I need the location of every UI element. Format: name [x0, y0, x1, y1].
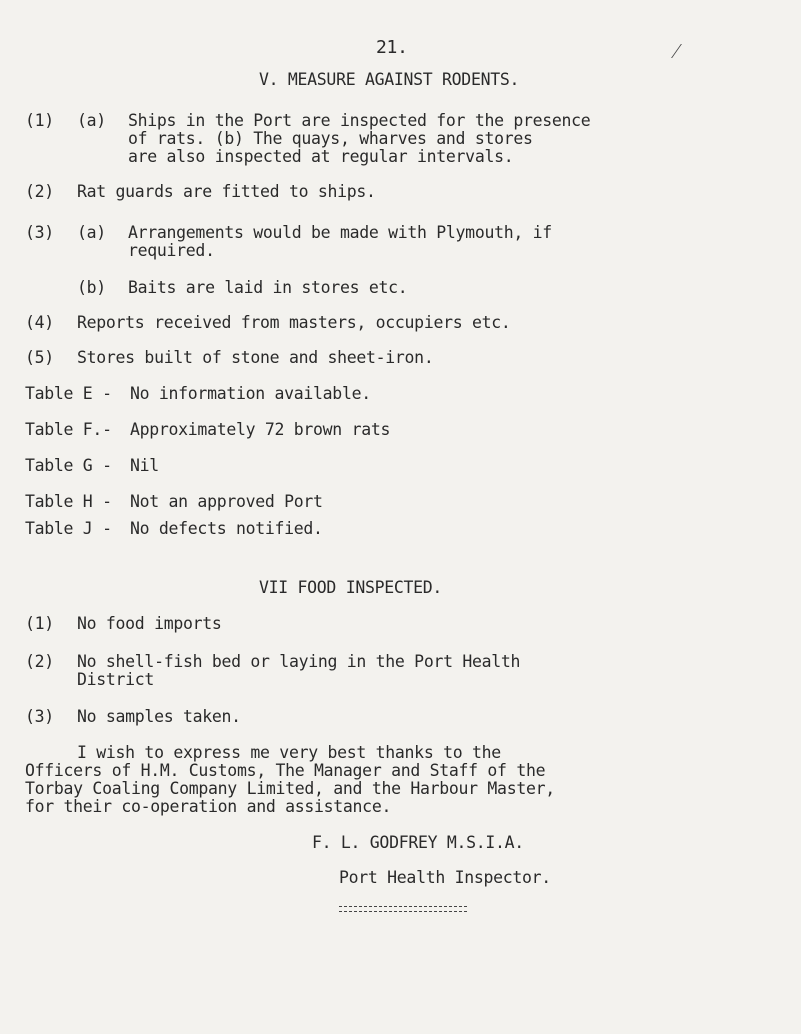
closing-line: Torbay Coaling Company Limited, and the Harbour Master, — [25, 779, 555, 798]
table-value: No defects notified. — [130, 519, 323, 538]
table-label: Table F.- — [25, 420, 112, 439]
table-label: Table J - — [25, 519, 112, 538]
item-line: are also inspected at regular intervals. — [128, 147, 514, 166]
section-v-title: V. MEASURE AGAINST RODENTS. — [259, 70, 520, 89]
table-value: No information available. — [130, 384, 371, 403]
item-text: No samples taken. — [77, 707, 241, 726]
signatory-name: F. L. GODFREY M.S.I.A. — [312, 833, 524, 852]
item-text: No food imports — [77, 614, 222, 633]
section-vii-title: VII FOOD INSPECTED. — [259, 578, 443, 597]
item-number: (2) — [25, 182, 54, 201]
table-label: Table E - — [25, 384, 112, 403]
item-number: (1) — [25, 111, 54, 130]
table-value: Nil — [130, 456, 159, 475]
item-number: (2) — [25, 652, 54, 671]
closing-rule — [339, 906, 467, 907]
table-label: Table H - — [25, 492, 112, 511]
item-number: (3) — [25, 223, 54, 242]
pen-tick-mark — [671, 44, 692, 58]
item-text: Rat guards are fitted to ships. — [77, 182, 376, 201]
item-sub: (a) — [77, 111, 106, 130]
item-number: (1) — [25, 614, 54, 633]
item-line: Ships in the Port are inspected for the presence — [128, 111, 591, 130]
item-number: (4) — [25, 313, 54, 332]
item-line: No shell-fish bed or laying in the Port Health — [77, 652, 521, 671]
page-number: 21. — [376, 37, 408, 58]
closing-line: I wish to express me very best thanks to the — [77, 743, 501, 762]
table-value: Approximately 72 brown rats — [130, 420, 391, 439]
item-text: Reports received from masters, occupiers etc. — [77, 313, 511, 332]
item-number: (3) — [25, 707, 54, 726]
item-line: Arrangements would be made with Plymouth, if — [128, 223, 552, 242]
item-line: District — [77, 670, 155, 689]
closing-rule — [339, 911, 467, 912]
item-line: of rats. (b) The quays, wharves and stores — [128, 129, 533, 148]
item-text: Stores built of stone and sheet-iron. — [77, 348, 434, 367]
table-value: Not an approved Port — [130, 492, 323, 511]
item-text: Baits are laid in stores etc. — [128, 278, 408, 297]
table-label: Table G - — [25, 456, 112, 475]
closing-line: for their co-operation and assistance. — [25, 797, 392, 816]
signatory-role: Port Health Inspector. — [339, 868, 551, 887]
item-line: required. — [128, 241, 215, 260]
item-sub: (b) — [77, 278, 106, 297]
item-number: (5) — [25, 348, 54, 367]
item-sub: (a) — [77, 223, 106, 242]
closing-line: Officers of H.M. Customs, The Manager and Staff of the — [25, 761, 546, 780]
